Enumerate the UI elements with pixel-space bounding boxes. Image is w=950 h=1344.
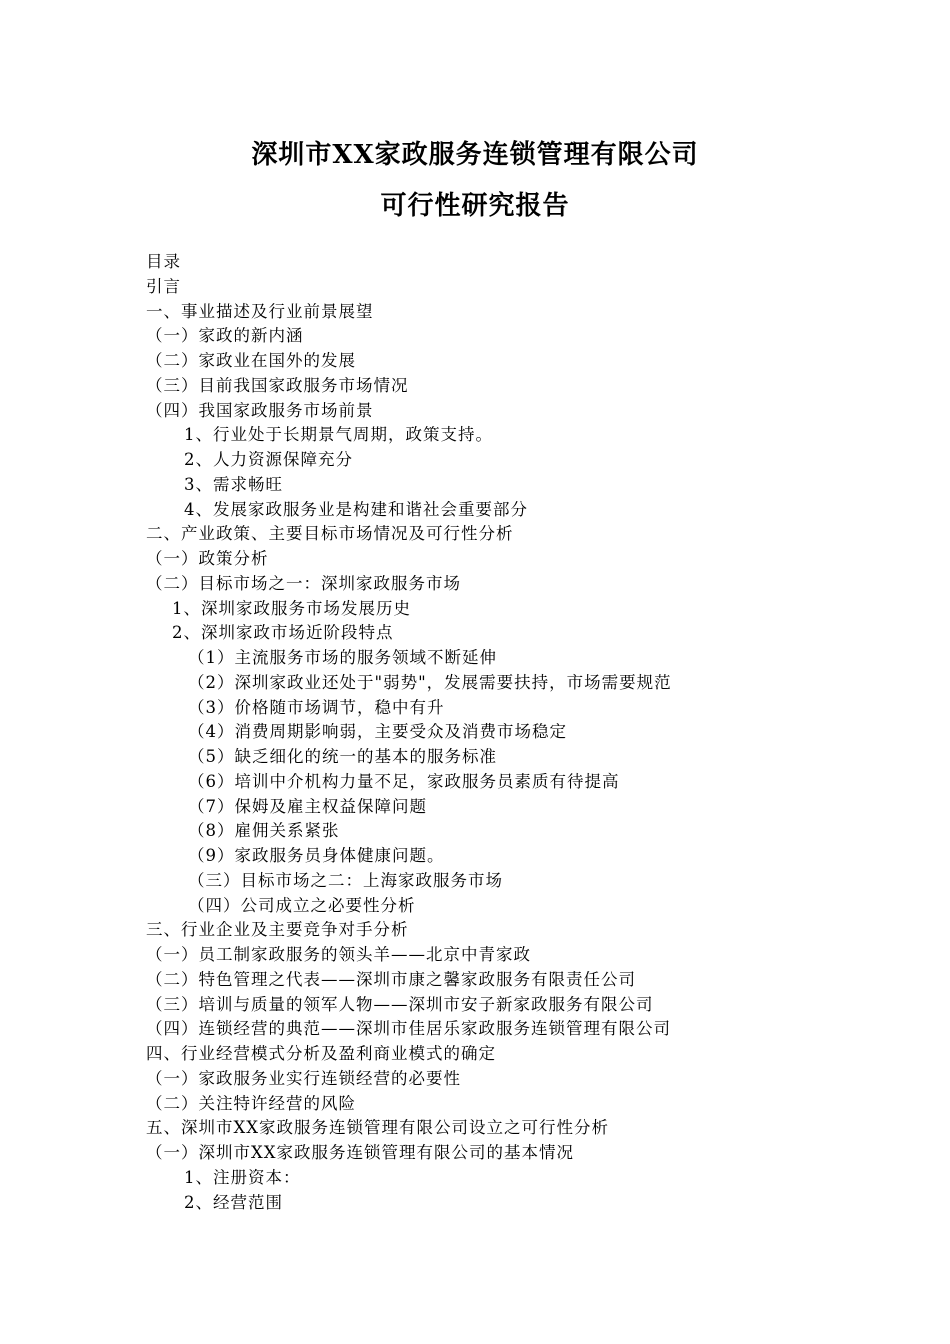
toc-entry: （二）特色管理之代表——深圳市康之馨家政服务有限责任公司 [146,969,636,989]
toc-entry: （一）深圳市XX家政服务连锁管理有限公司的基本情况 [146,1143,574,1162]
toc-entry: （四）我国家政服务市场前景 [146,400,374,420]
toc-entry: （四）公司成立之必要性分析 [188,895,416,915]
toc-entry: （二）目标市场之一：深圳家政服务市场 [146,573,461,593]
toc-entry: 3、需求畅旺 [184,474,283,494]
toc-entry: （三）目标市场之二：上海家政服务市场 [188,870,503,890]
toc-entry: （三）目前我国家政服务市场情况 [146,375,409,395]
toc-entry: 四、行业经营模式分析及盈利商业模式的确定 [146,1044,496,1063]
toc-entry: 1、深圳家政服务市场发展历史 [172,598,411,618]
document-subtitle: 可行性研究报告 [380,191,570,221]
toc-entry: （5）缺乏细化的统一的基本的服务标准 [188,747,497,766]
toc-entry: （7）保姆及雇主权益保障问题 [188,796,427,816]
toc-entry: （三）培训与质量的领军人物——深圳市安子新家政服务有限公司 [146,994,654,1014]
toc-entry: 三、行业企业及主要竞争对手分析 [146,920,409,940]
toc-entry: （一）员工制家政服务的领头羊——北京中青家政 [146,945,531,964]
toc-entry: 目录 [146,252,181,271]
toc-entry: （3）价格随市场调节，稳中有升 [188,697,445,717]
toc-entry: （一）家政的新内涵 [146,326,304,346]
toc-entry: （四）连锁经营的典范——深圳市佳居乐家政服务连锁管理有限公司 [146,1019,671,1039]
toc-entry: 一、事业描述及行业前景展望 [146,301,374,321]
toc-entry: 二、产业政策、主要目标市场情况及可行性分析 [146,524,514,544]
toc-entry: （4）消费周期影响弱，主要受众及消费市场稳定 [188,722,567,742]
toc-entry: 2、深圳家政市场近阶段特点 [172,623,394,643]
toc-entry: （9）家政服务员身体健康问题。 [188,846,445,865]
toc-entry: 引言 [146,276,181,296]
toc-entry: （一）家政服务业实行连锁经营的必要性 [146,1068,461,1088]
toc-entry: 1、行业处于长期景气周期，政策支持。 [184,425,493,445]
toc-entry: （1）主流服务市场的服务领域不断延伸 [188,648,497,667]
table-of-contents [146,250,926,1215]
toc-entry: （二）家政业在国外的发展 [146,351,356,370]
toc-entry: 4、发展家政服务业是构建和谐社会重要部分 [184,499,528,519]
toc-entry: 2、人力资源保障充分 [184,450,353,469]
toc-entry: （二）关注特许经营的风险 [146,1093,356,1113]
toc-entry: 1、注册资本： [184,1167,301,1187]
toc-entry: 2、经营范围 [184,1192,283,1212]
toc-entry: 五、深圳市XX家政服务连锁管理有限公司设立之可行性分析 [146,1118,609,1138]
toc-entry: （8）雇佣关系紧张 [188,821,340,841]
document-title: 深圳市XX家政服务连锁管理有限公司 [251,140,699,170]
toc-entry: （一）政策分析 [146,549,269,568]
toc-entry: （6）培训中介机构力量不足，家政服务员素质有待提高 [188,771,620,791]
toc-entry: （2）深圳家政业还处于"弱势"，发展需要扶持，市场需要规范 [188,672,672,692]
